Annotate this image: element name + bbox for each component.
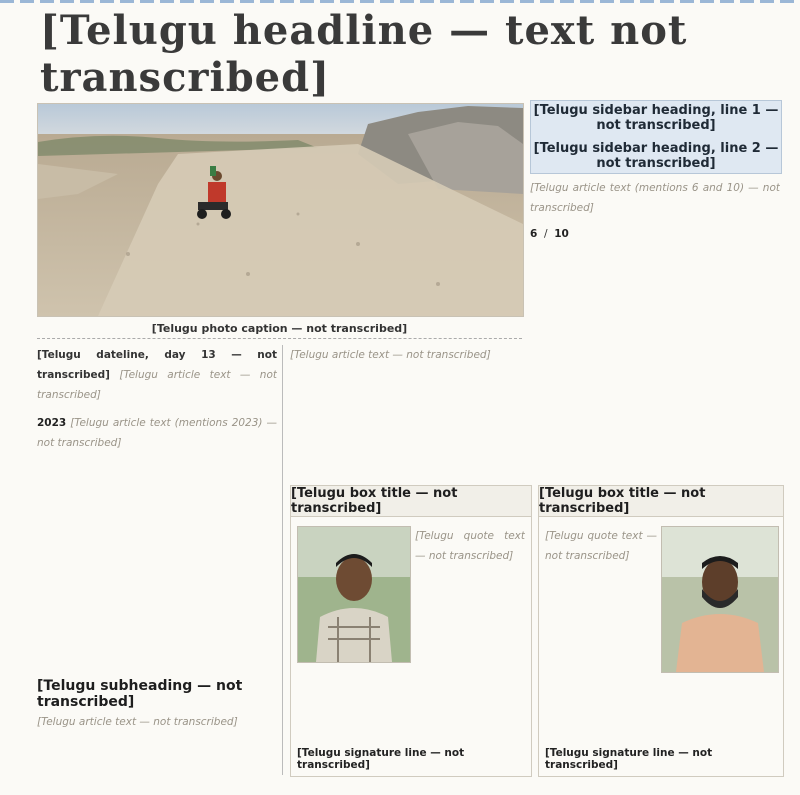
portrait-left-illustration	[298, 527, 410, 662]
page-edge-decoration	[0, 0, 800, 3]
left-column-text	[37, 345, 277, 645]
left-column-body-1: [Telugu article text — not transcribed]	[37, 369, 277, 401]
quote-box-left-title: [Telugu box title — not transcribed]	[291, 486, 531, 517]
year-figure: 2023	[37, 417, 67, 429]
left-column-body-3: [Telugu article text — not transcribed]	[37, 716, 238, 728]
distance-figure: 6	[530, 228, 538, 240]
right-column-body: [Telugu article text (mentions 6 and 10) — not transcribed]	[530, 182, 780, 214]
photo-caption: [Telugu photo caption — not transcribed]	[37, 318, 522, 339]
sidebar-title-line-2: [Telugu sidebar heading, line 2 — not transcribed]	[533, 141, 779, 171]
portrait-right	[661, 526, 779, 673]
minutes-figure: 10	[554, 228, 569, 240]
middle-column-text	[290, 345, 522, 470]
road-photo	[37, 103, 524, 317]
column-divider	[282, 345, 283, 775]
quote-box-right-title: [Telugu box title — not transcribed]	[539, 486, 783, 517]
left-column-body-2: [Telugu article text (mentions 2023) — not transcribed]	[37, 417, 277, 449]
page-title: [Telugu headline — text not transcribed]	[40, 7, 688, 101]
quote-right-side-text	[545, 526, 657, 696]
sidebar-highlight-box	[530, 100, 782, 174]
quote-right-signature: [Telugu signature line — not transcribed]	[545, 747, 713, 771]
left-subheading: [Telugu subheading — not transcribed]	[37, 678, 243, 710]
dateline: [Telugu dateline, day 13 — not transcribed]	[37, 349, 277, 381]
quote-box-left	[290, 485, 532, 777]
left-column-text-2	[37, 712, 277, 782]
quote-left-side-text	[415, 526, 525, 676]
quote-left-text: [Telugu quote text — not transcribed]	[415, 530, 525, 562]
portrait-left	[297, 526, 411, 663]
road-photo-illustration	[38, 104, 523, 316]
quote-right-text: [Telugu quote text — not transcribed]	[545, 530, 657, 562]
portrait-right-illustration	[662, 527, 778, 672]
middle-column-body: [Telugu article text — not transcribed]	[290, 349, 491, 361]
right-column-text: [Telugu article text (mentions 6 and 10) — not transcribed] 6 / 10	[530, 182, 780, 240]
sidebar-title-line-1: [Telugu sidebar heading, line 1 — not transcribed]	[533, 103, 779, 133]
quote-left-signature: [Telugu signature line — not transcribed]	[297, 747, 465, 771]
quote-box-right	[538, 485, 784, 777]
